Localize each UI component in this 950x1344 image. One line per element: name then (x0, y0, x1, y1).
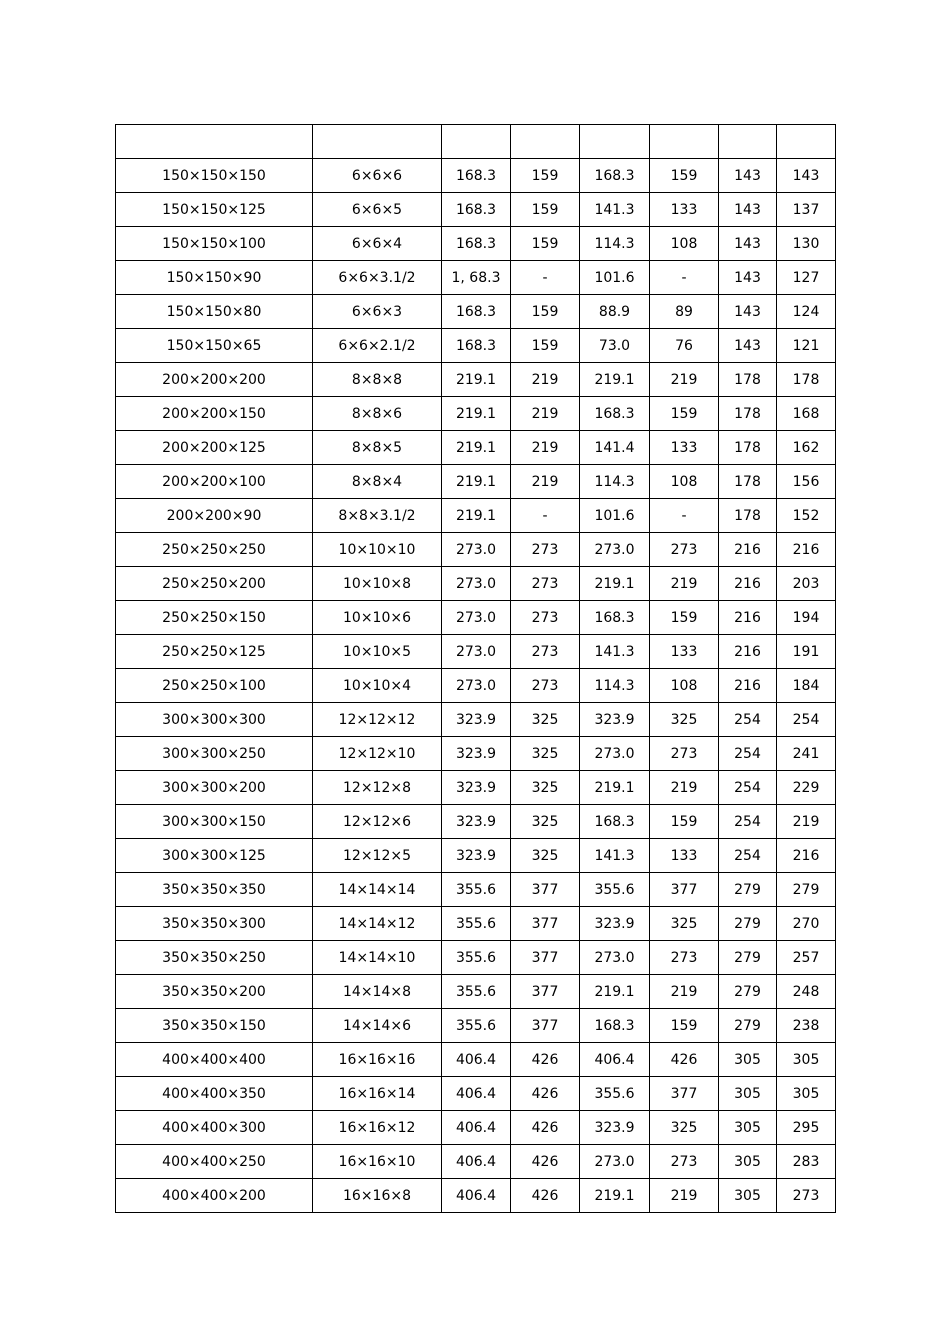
table-cell: - (511, 499, 580, 533)
table-cell: 273 (650, 1145, 719, 1179)
table-cell: 168.3 (580, 397, 650, 431)
table-cell: 377 (511, 1009, 580, 1043)
table-cell: 305 (719, 1043, 777, 1077)
table-cell: 273 (511, 567, 580, 601)
table-cell: 248 (777, 975, 836, 1009)
table-cell: 143 (719, 227, 777, 261)
table-cell: 108 (650, 465, 719, 499)
table-cell: 168.3 (580, 1009, 650, 1043)
table-cell: 159 (650, 1009, 719, 1043)
header-cell (719, 125, 777, 159)
table-cell: 162 (777, 431, 836, 465)
table-cell: 203 (777, 567, 836, 601)
table-row (116, 159, 836, 193)
table-row (116, 499, 836, 533)
table-row (116, 1009, 836, 1043)
table-cell: 178 (777, 363, 836, 397)
table-cell: 305 (777, 1043, 836, 1077)
header-cell (442, 125, 511, 159)
table-cell: 168.3 (442, 227, 511, 261)
table-cell: 355.6 (442, 941, 511, 975)
table-cell: 178 (719, 397, 777, 431)
table-cell: 216 (719, 533, 777, 567)
table-cell: 254 (719, 737, 777, 771)
table-cell: 216 (777, 533, 836, 567)
table-row (116, 1043, 836, 1077)
table-cell: 300×300×125 (116, 839, 313, 873)
table-cell: 133 (650, 431, 719, 465)
table-cell: 406.4 (442, 1179, 511, 1213)
table-cell: 168.3 (442, 159, 511, 193)
table-cell: 426 (511, 1043, 580, 1077)
table-cell: 355.6 (580, 873, 650, 907)
table-cell: 121 (777, 329, 836, 363)
table-row (116, 941, 836, 975)
table-cell: 191 (777, 635, 836, 669)
table-cell: 150×150×150 (116, 159, 313, 193)
table-cell: 300×300×150 (116, 805, 313, 839)
table-cell: 6×6×3.1/2 (313, 261, 442, 295)
table-cell: 270 (777, 907, 836, 941)
table-cell: 406.4 (442, 1111, 511, 1145)
table-cell: 323.9 (580, 1111, 650, 1145)
table-cell: 273.0 (442, 567, 511, 601)
table-cell: 355.6 (580, 1077, 650, 1111)
table-cell: 219.1 (580, 363, 650, 397)
table-cell: 178 (719, 363, 777, 397)
table-cell: 168 (777, 397, 836, 431)
table-cell: 406.4 (442, 1043, 511, 1077)
table-cell: 6×6×6 (313, 159, 442, 193)
table-cell: 216 (719, 635, 777, 669)
table-cell: 355.6 (442, 873, 511, 907)
table-cell: 250×250×125 (116, 635, 313, 669)
table-cell: 216 (719, 669, 777, 703)
table-cell: 150×150×80 (116, 295, 313, 329)
table-cell: 350×350×350 (116, 873, 313, 907)
table-cell: 325 (511, 805, 580, 839)
table-cell: 273 (511, 601, 580, 635)
table-row (116, 805, 836, 839)
table-cell: 159 (650, 601, 719, 635)
table-cell: 159 (650, 397, 719, 431)
table-row (116, 431, 836, 465)
table-cell: 323.9 (580, 907, 650, 941)
table-cell: 355.6 (442, 975, 511, 1009)
table-cell: 141.3 (580, 193, 650, 227)
table-cell: 108 (650, 227, 719, 261)
table-cell: 216 (719, 567, 777, 601)
table-cell: 250×250×100 (116, 669, 313, 703)
header-cell (313, 125, 442, 159)
table-cell: 400×400×350 (116, 1077, 313, 1111)
table-row (116, 737, 836, 771)
table-cell: 279 (719, 941, 777, 975)
table-cell: 159 (511, 295, 580, 329)
table-cell: 377 (511, 873, 580, 907)
table-cell: 300×300×200 (116, 771, 313, 805)
table-cell: 250×250×150 (116, 601, 313, 635)
table-cell: 159 (650, 159, 719, 193)
table-cell: 159 (511, 227, 580, 261)
table-cell: 8×8×3.1/2 (313, 499, 442, 533)
header-cell (511, 125, 580, 159)
table-cell: 178 (719, 465, 777, 499)
table-row (116, 227, 836, 261)
table-cell: 355.6 (442, 907, 511, 941)
table-cell: 219 (511, 363, 580, 397)
table-cell: 14×14×14 (313, 873, 442, 907)
table-cell: 8×8×8 (313, 363, 442, 397)
table-cell: 273 (511, 533, 580, 567)
table-cell: 273.0 (442, 533, 511, 567)
table-cell: 219.1 (442, 499, 511, 533)
table-row (116, 193, 836, 227)
table-cell: 219.1 (580, 975, 650, 1009)
table-cell: 400×400×200 (116, 1179, 313, 1213)
table-row (116, 839, 836, 873)
table-cell: 10×10×5 (313, 635, 442, 669)
table-cell: 426 (511, 1111, 580, 1145)
table-cell: 279 (719, 975, 777, 1009)
table-cell: 130 (777, 227, 836, 261)
table-cell: 406.4 (442, 1077, 511, 1111)
table-cell: 273 (777, 1179, 836, 1213)
table-cell: 12×12×10 (313, 737, 442, 771)
table-cell: 8×8×5 (313, 431, 442, 465)
table-cell: 141.3 (580, 635, 650, 669)
table-cell: 241 (777, 737, 836, 771)
table-cell: 16×16×10 (313, 1145, 442, 1179)
table-cell: 114.3 (580, 227, 650, 261)
table-cell: 14×14×12 (313, 907, 442, 941)
table-cell: 279 (777, 873, 836, 907)
table-cell: 150×150×65 (116, 329, 313, 363)
table-cell: - (650, 261, 719, 295)
table-cell: 133 (650, 193, 719, 227)
table-cell: 300×300×300 (116, 703, 313, 737)
table-cell: 143 (719, 295, 777, 329)
table-cell: 279 (719, 873, 777, 907)
table-cell: 254 (719, 703, 777, 737)
table-cell: 168.3 (580, 601, 650, 635)
table-cell: 159 (511, 193, 580, 227)
table-cell: 168.3 (442, 295, 511, 329)
table-cell: 168.3 (580, 159, 650, 193)
table-row (116, 635, 836, 669)
table-cell: 12×12×12 (313, 703, 442, 737)
table-cell: 273 (650, 941, 719, 975)
table-cell: 8×8×4 (313, 465, 442, 499)
table-cell: 219.1 (580, 771, 650, 805)
table-cell: 168.3 (580, 805, 650, 839)
table-cell: 184 (777, 669, 836, 703)
table-cell: 323.9 (442, 771, 511, 805)
table-cell: 10×10×4 (313, 669, 442, 703)
table-cell: 137 (777, 193, 836, 227)
table-cell: 250×250×250 (116, 533, 313, 567)
table-row (116, 873, 836, 907)
table-cell: 254 (719, 805, 777, 839)
table-cell: 178 (719, 499, 777, 533)
table-cell: 219.1 (442, 465, 511, 499)
table-row (116, 1179, 836, 1213)
table-cell: 219.1 (442, 363, 511, 397)
table-cell: 6×6×3 (313, 295, 442, 329)
table-cell: 89 (650, 295, 719, 329)
table-row (116, 567, 836, 601)
table-cell: 1, 68.3 (442, 261, 511, 295)
table-cell: 350×350×200 (116, 975, 313, 1009)
table-cell: 273.0 (442, 669, 511, 703)
table-cell: 400×400×250 (116, 1145, 313, 1179)
table-cell: 12×12×6 (313, 805, 442, 839)
table-cell: 305 (777, 1077, 836, 1111)
pipe-tee-dimension-table (115, 124, 836, 1213)
table-cell: 101.6 (580, 261, 650, 295)
table-cell: 219 (650, 771, 719, 805)
table-cell: 6×6×4 (313, 227, 442, 261)
table-cell: 273 (650, 533, 719, 567)
table-row (116, 907, 836, 941)
table-cell: 101.6 (580, 499, 650, 533)
table-cell: 400×400×300 (116, 1111, 313, 1145)
table-cell: 406.4 (442, 1145, 511, 1179)
table-cell: 6×6×5 (313, 193, 442, 227)
table-cell: 273 (511, 635, 580, 669)
table-cell: 350×350×150 (116, 1009, 313, 1043)
table-cell: 257 (777, 941, 836, 975)
table-cell: 273.0 (580, 737, 650, 771)
table-cell: 14×14×6 (313, 1009, 442, 1043)
table-row (116, 975, 836, 1009)
table-row (116, 261, 836, 295)
table-cell: 426 (511, 1179, 580, 1213)
table-cell: 229 (777, 771, 836, 805)
table-cell: 219 (777, 805, 836, 839)
table-cell: 219.1 (442, 397, 511, 431)
table-cell: 273.0 (580, 1145, 650, 1179)
table-cell: 426 (511, 1145, 580, 1179)
table-cell: 219.1 (442, 431, 511, 465)
table-cell: 219 (511, 431, 580, 465)
table-cell: 279 (719, 907, 777, 941)
table-cell: 216 (719, 601, 777, 635)
table-cell: 16×16×12 (313, 1111, 442, 1145)
table-body (116, 125, 836, 1213)
table-cell: 150×150×125 (116, 193, 313, 227)
table-cell: 305 (719, 1179, 777, 1213)
table-row (116, 363, 836, 397)
table-cell: 159 (511, 159, 580, 193)
table-row (116, 295, 836, 329)
table-cell: 152 (777, 499, 836, 533)
table-cell: 16×16×8 (313, 1179, 442, 1213)
table-cell: 219.1 (580, 1179, 650, 1213)
table-cell: 16×16×16 (313, 1043, 442, 1077)
table-cell: 143 (719, 159, 777, 193)
table-cell: 254 (719, 771, 777, 805)
table-row (116, 533, 836, 567)
table-cell: 325 (511, 771, 580, 805)
table-row (116, 1077, 836, 1111)
table-cell: 88.9 (580, 295, 650, 329)
table-cell: 305 (719, 1077, 777, 1111)
table-cell: 73.0 (580, 329, 650, 363)
table-cell: 143 (777, 159, 836, 193)
table-cell: 150×150×100 (116, 227, 313, 261)
header-cell (580, 125, 650, 159)
table-cell: 108 (650, 669, 719, 703)
table-cell: 200×200×200 (116, 363, 313, 397)
table-cell: 219 (650, 363, 719, 397)
table-cell: 133 (650, 839, 719, 873)
table-cell: 426 (511, 1077, 580, 1111)
table-cell: 124 (777, 295, 836, 329)
table-row (116, 329, 836, 363)
header-cell (650, 125, 719, 159)
table-cell: 254 (777, 703, 836, 737)
table-cell: 8×8×6 (313, 397, 442, 431)
table-cell: 143 (719, 193, 777, 227)
table-cell: - (511, 261, 580, 295)
table-cell: 219 (511, 397, 580, 431)
table-cell: 12×12×5 (313, 839, 442, 873)
table-cell: 350×350×300 (116, 907, 313, 941)
table-cell: 325 (650, 907, 719, 941)
header-cell (777, 125, 836, 159)
table-cell: 323.9 (442, 737, 511, 771)
table-cell: 219 (650, 567, 719, 601)
table-cell: 219 (650, 975, 719, 1009)
table-cell: 323.9 (442, 703, 511, 737)
table-cell: 194 (777, 601, 836, 635)
table-cell: 16×16×14 (313, 1077, 442, 1111)
table-cell: 325 (511, 703, 580, 737)
table-cell: 14×14×8 (313, 975, 442, 1009)
table-cell: 426 (650, 1043, 719, 1077)
table-cell: 14×14×10 (313, 941, 442, 975)
table-cell: 114.3 (580, 465, 650, 499)
table-cell: 273 (650, 737, 719, 771)
table-cell: 141.3 (580, 839, 650, 873)
table-cell: 200×200×90 (116, 499, 313, 533)
table-cell: 156 (777, 465, 836, 499)
table-cell: 143 (719, 261, 777, 295)
table-cell: 216 (777, 839, 836, 873)
table-cell: 377 (511, 941, 580, 975)
table-cell: 168.3 (442, 329, 511, 363)
table-cell: 219 (650, 1179, 719, 1213)
table-cell: 141.4 (580, 431, 650, 465)
table-cell: 323.9 (442, 839, 511, 873)
table-header-row (116, 125, 836, 159)
table-cell: 377 (511, 975, 580, 1009)
table-row (116, 601, 836, 635)
table-cell: 200×200×125 (116, 431, 313, 465)
table-cell: 10×10×8 (313, 567, 442, 601)
table-cell: 273.0 (442, 635, 511, 669)
table-cell: 200×200×100 (116, 465, 313, 499)
table-row (116, 1111, 836, 1145)
table-cell: 325 (511, 839, 580, 873)
table-cell: 355.6 (442, 1009, 511, 1043)
table-cell: 273 (511, 669, 580, 703)
table-cell: 114.3 (580, 669, 650, 703)
table-cell: 305 (719, 1111, 777, 1145)
table-cell: 273.0 (580, 533, 650, 567)
table-cell: 279 (719, 1009, 777, 1043)
table-row (116, 703, 836, 737)
table-cell: 76 (650, 329, 719, 363)
table-cell: 127 (777, 261, 836, 295)
table-cell: 323.9 (442, 805, 511, 839)
table-cell: 377 (650, 873, 719, 907)
table-cell: 10×10×6 (313, 601, 442, 635)
table-row (116, 1145, 836, 1179)
table-cell: 283 (777, 1145, 836, 1179)
table-cell: 159 (511, 329, 580, 363)
table-cell: 250×250×200 (116, 567, 313, 601)
table-cell: 377 (511, 907, 580, 941)
table-cell: 406.4 (580, 1043, 650, 1077)
table-cell: 323.9 (580, 703, 650, 737)
table-cell: 350×350×250 (116, 941, 313, 975)
table-cell: 168.3 (442, 193, 511, 227)
table-cell: 377 (650, 1077, 719, 1111)
table-cell: 219.1 (580, 567, 650, 601)
table-cell: 219 (511, 465, 580, 499)
table-row (116, 465, 836, 499)
table-cell: 200×200×150 (116, 397, 313, 431)
table-cell: 12×12×8 (313, 771, 442, 805)
table-cell: 325 (650, 1111, 719, 1145)
table-cell: 273.0 (442, 601, 511, 635)
table-cell: 159 (650, 805, 719, 839)
table-cell: 273.0 (580, 941, 650, 975)
table-cell: - (650, 499, 719, 533)
table-cell: 254 (719, 839, 777, 873)
table-cell: 305 (719, 1145, 777, 1179)
table-cell: 325 (650, 703, 719, 737)
table-cell: 150×150×90 (116, 261, 313, 295)
table-cell: 295 (777, 1111, 836, 1145)
table-row (116, 397, 836, 431)
table-cell: 6×6×2.1/2 (313, 329, 442, 363)
header-cell (116, 125, 313, 159)
table-cell: 178 (719, 431, 777, 465)
table-cell: 300×300×250 (116, 737, 313, 771)
table-cell: 10×10×10 (313, 533, 442, 567)
table-cell: 400×400×400 (116, 1043, 313, 1077)
table-row (116, 669, 836, 703)
table-cell: 238 (777, 1009, 836, 1043)
table-cell: 143 (719, 329, 777, 363)
table-cell: 325 (511, 737, 580, 771)
table-row (116, 771, 836, 805)
table-cell: 133 (650, 635, 719, 669)
